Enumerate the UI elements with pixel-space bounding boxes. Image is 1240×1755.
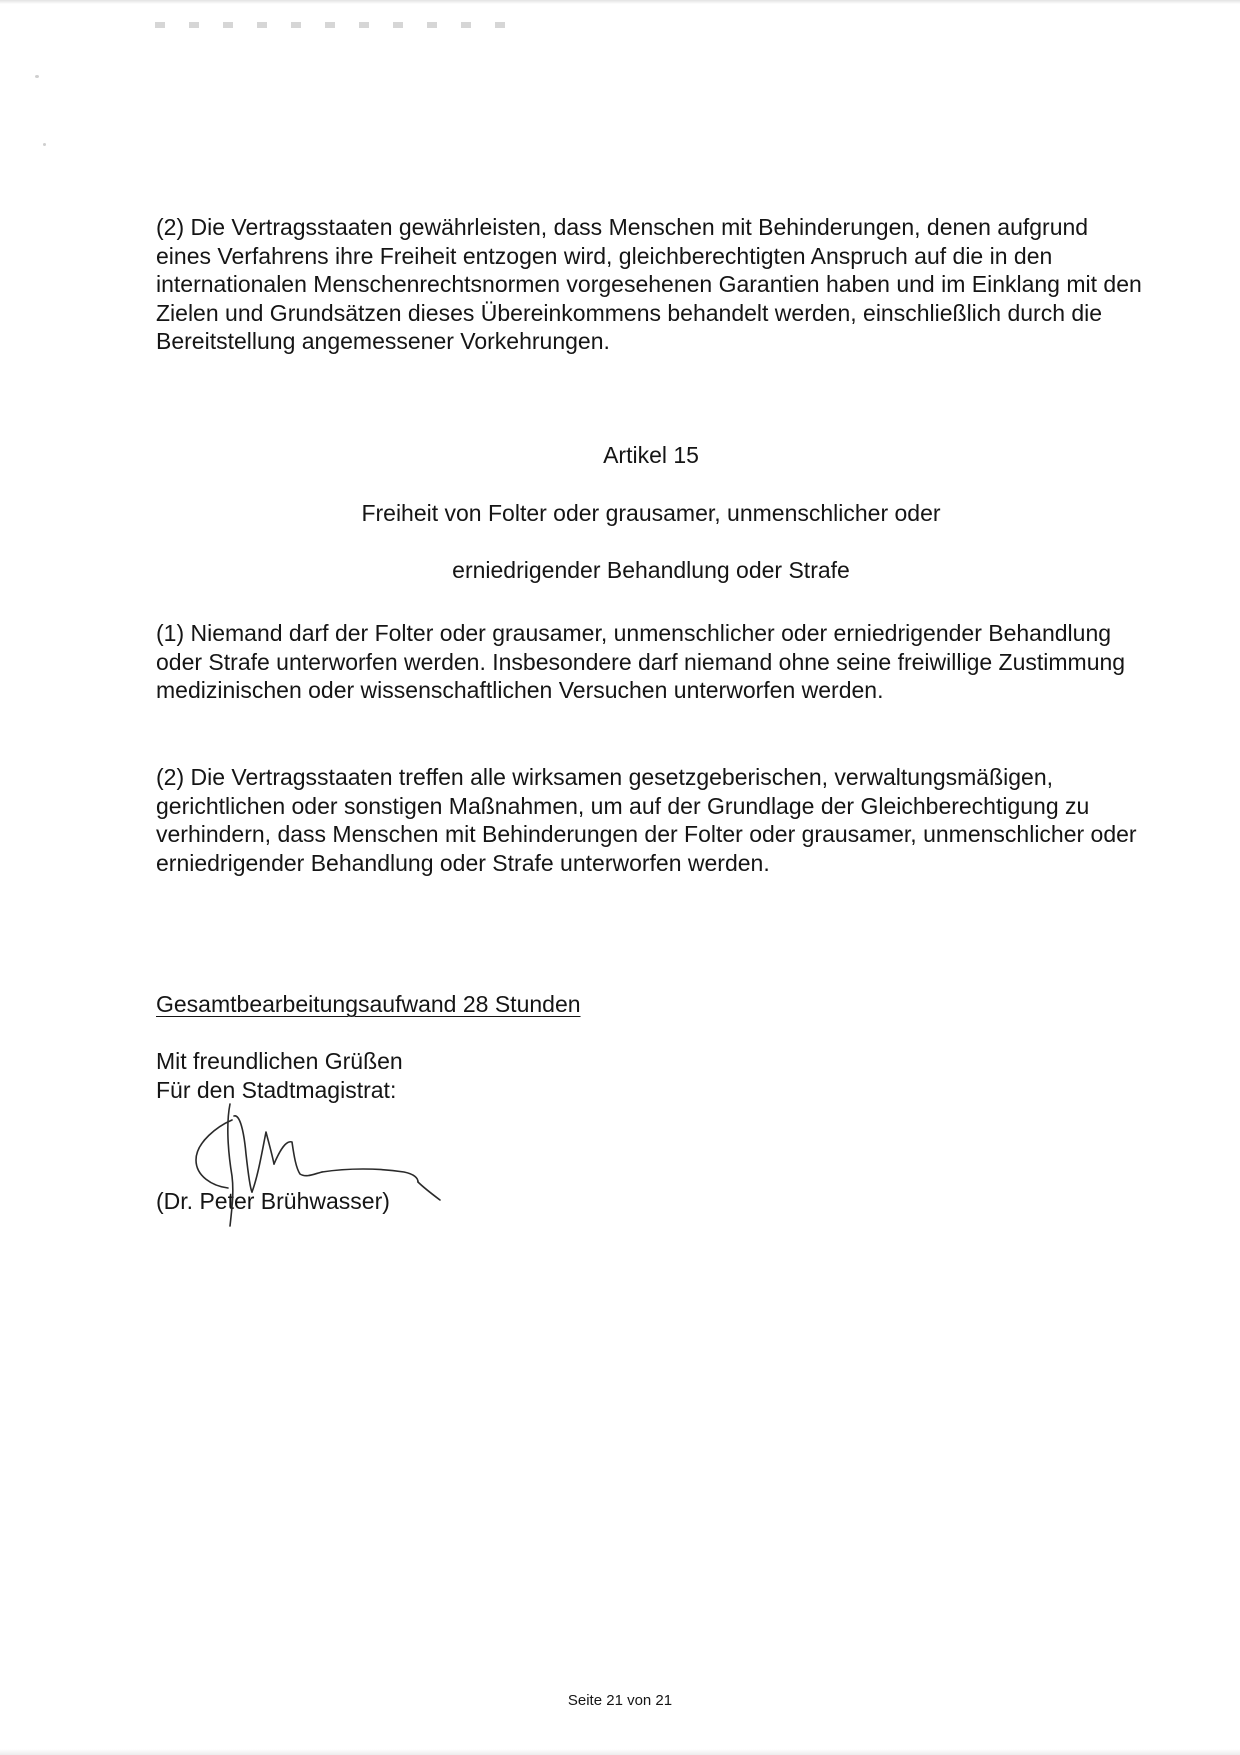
article-title-line-2: erniedrigender Behandlung oder Strafe bbox=[452, 557, 850, 583]
article-15-paragraph-2: (2) Die Vertragsstaaten treffen alle wirksamen gesetzgeberischen, verwaltungsmäßigen, gerichtlichen oder sonstigen Maßnahmen, um auf der Grundlage der Gleichberechtigung zu verhindern, dass Menschen mit Behinderungen der Folter oder grausamer, unmenschlicher oder erniedrigender Behandlung oder Strafe unterworfen werden. bbox=[156, 764, 1137, 876]
handwritten-signature bbox=[188, 1080, 448, 1230]
article-title-line-1: Freiheit von Folter oder grausamer, unmenschlicher oder bbox=[361, 500, 941, 526]
scan-edge-bottom bbox=[0, 1749, 1240, 1755]
scan-edge-top bbox=[0, 0, 1240, 4]
article-heading: Artikel 15 bbox=[603, 442, 699, 468]
closing-greeting: Mit freundlichen Grüßen bbox=[156, 1048, 403, 1074]
signer-name: (Dr. Peter Brühwasser) bbox=[156, 1188, 390, 1214]
faded-header-remnant bbox=[155, 22, 525, 28]
scan-dust-mark bbox=[35, 75, 39, 78]
page-number: Seite 21 von 21 bbox=[567, 1692, 673, 1709]
article-14-paragraph-2: (2) Die Vertragsstaaten gewährleisten, dass Menschen mit Behinderungen, denen aufgrund eines Verfahrens ihre Freiheit entzogen wird, gleichberechtigten Anspruch auf die in den internationalen Menschenrechtsnormen vorgesehenen Garantien haben und im Einklang mit den Zielen und Grundsätzen dieses Übereinkommens behandelt werden, einschließlich durch die Bereitstellung angemessener Vorkehrungen. bbox=[156, 214, 1142, 355]
scan-dust-mark bbox=[43, 143, 46, 146]
article-15-paragraph-1: (1) Niemand darf der Folter oder grausamer, unmenschlicher oder erniedrigender Behandlung oder Strafe unterworfen werden. Insbesondere darf niemand ohne seine freiwillige Zustimmung medizinischen oder wissenschaftlichen Versuchen unterworfen werden. bbox=[156, 620, 1126, 704]
total-effort-line: Gesamtbearbeitungsaufwand 28 Stunden bbox=[156, 991, 581, 1017]
closing-on-behalf: Für den Stadtmagistrat: bbox=[156, 1077, 397, 1103]
